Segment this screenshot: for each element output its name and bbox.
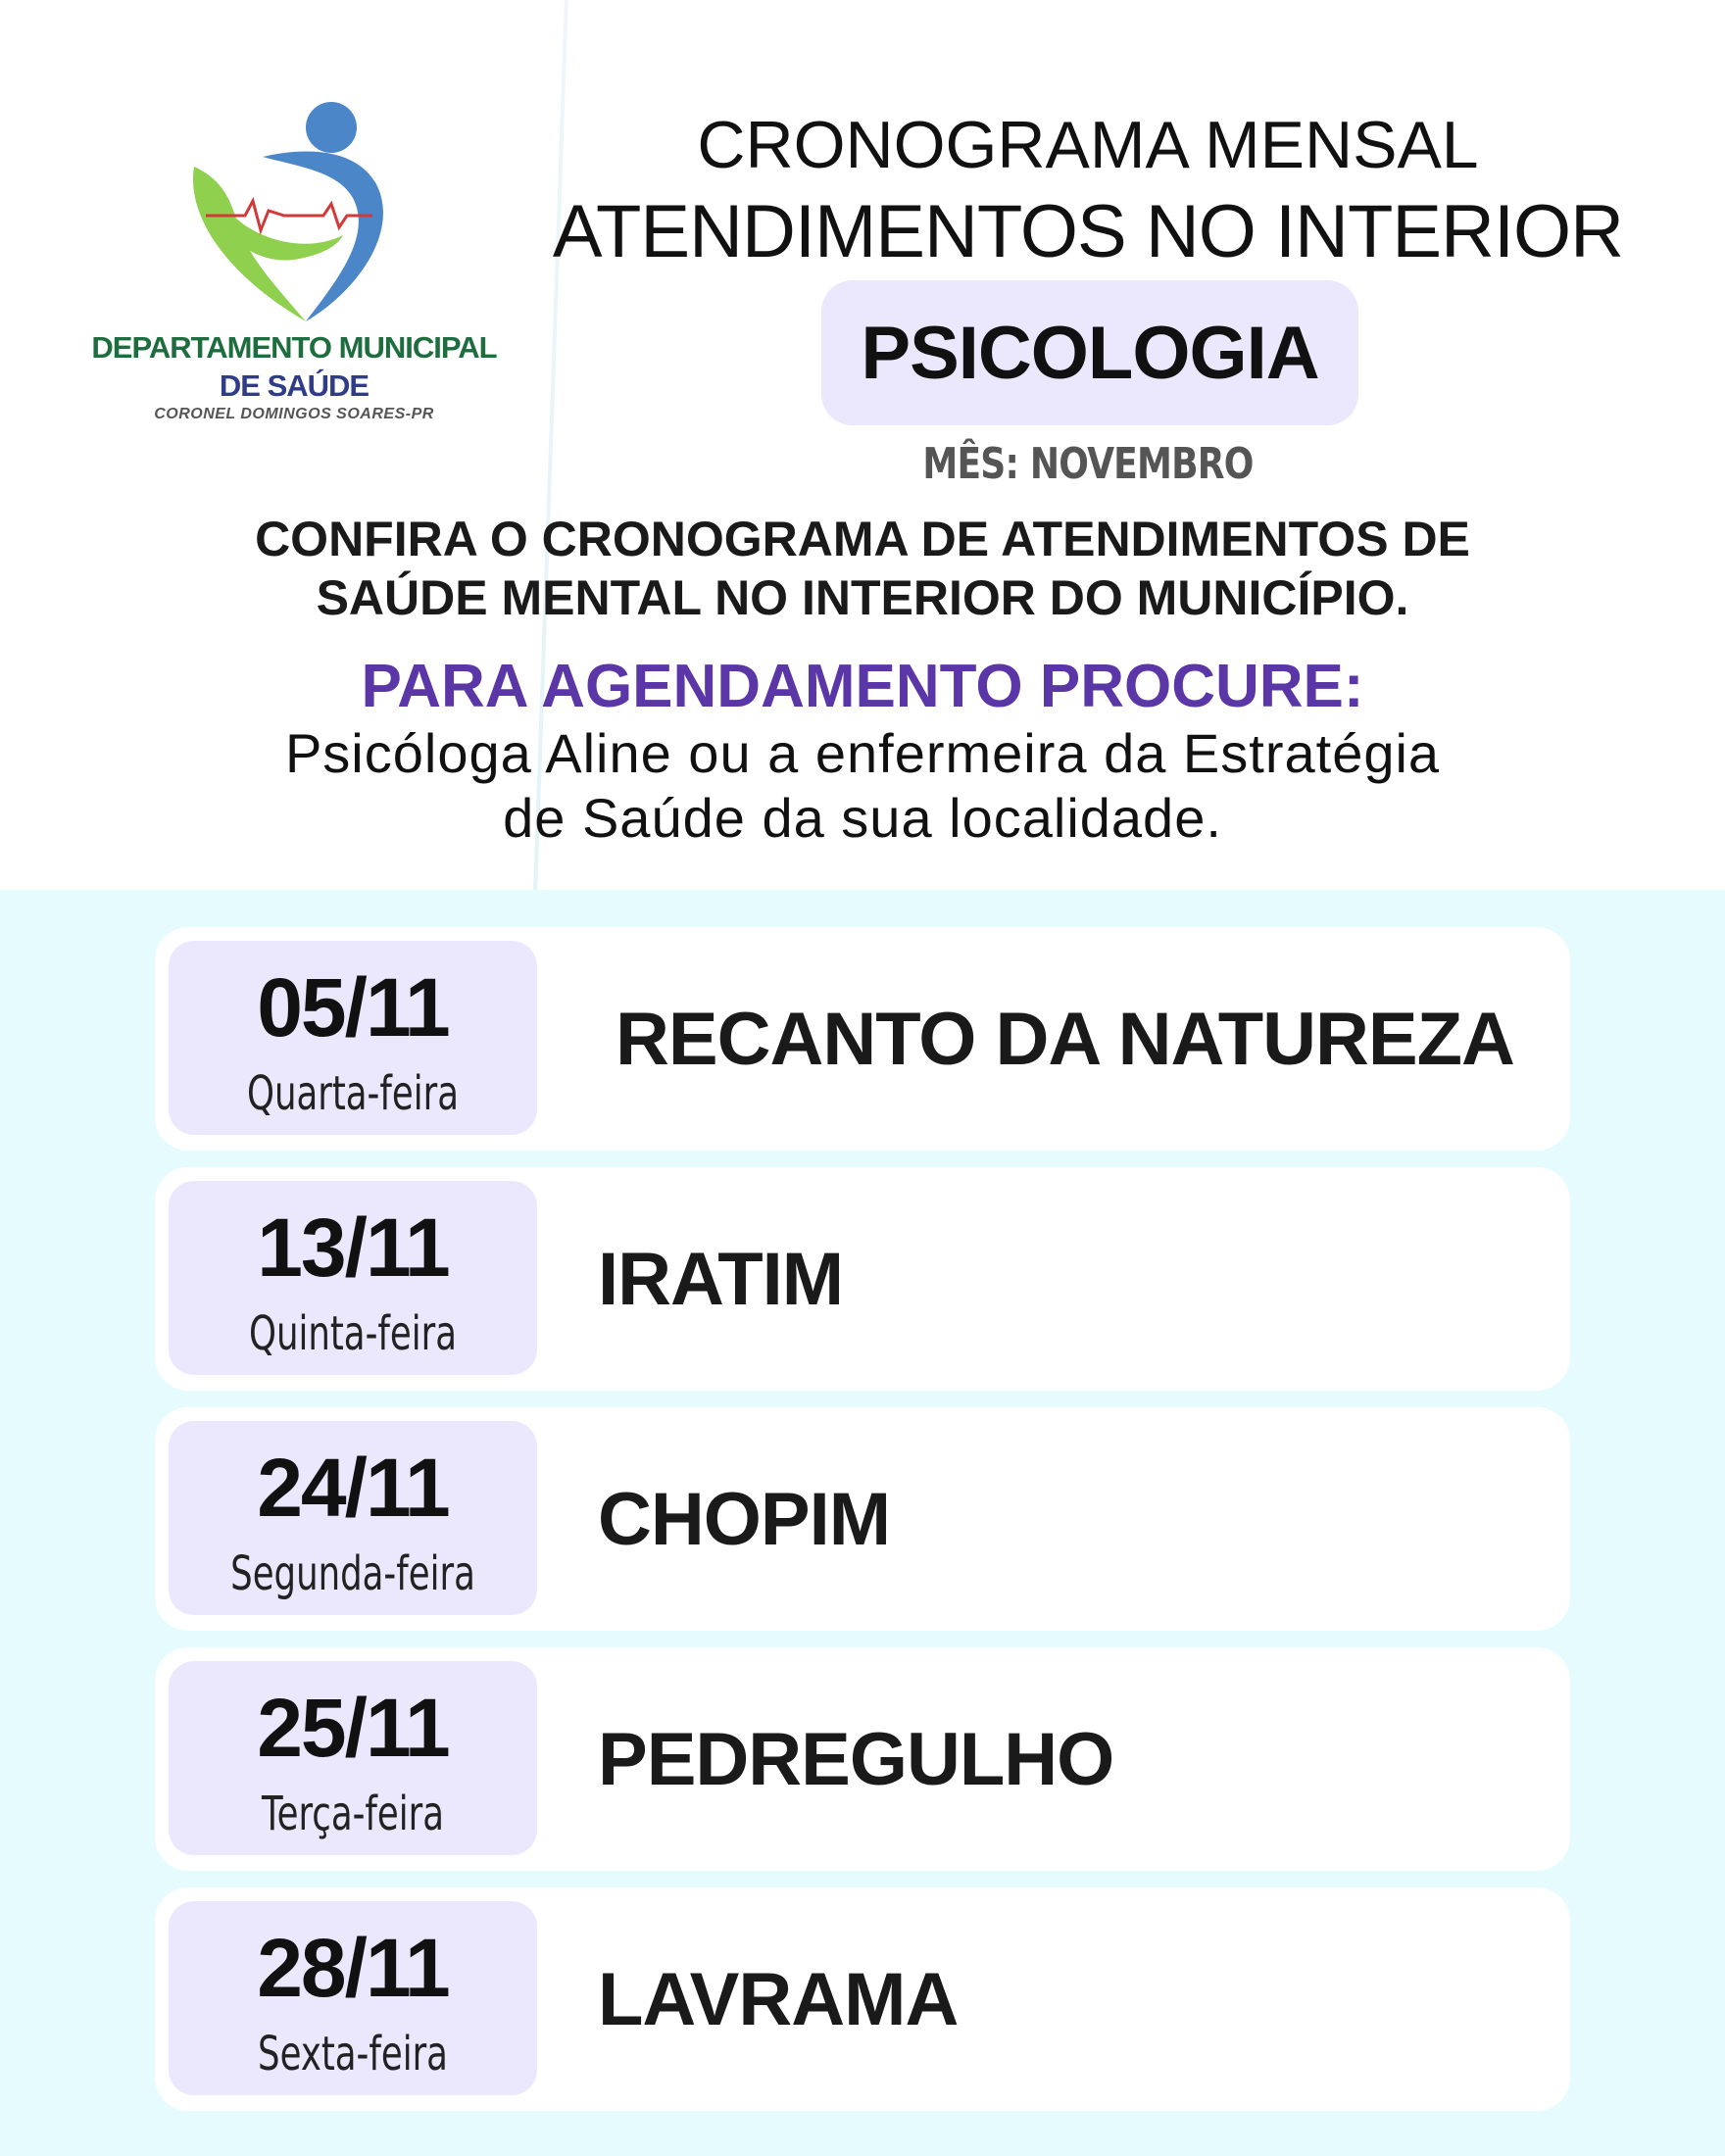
schedule-list (155, 927, 1570, 2128)
schedule-row (155, 927, 1570, 1151)
schedule-place: CHOPIM (598, 1477, 890, 1561)
intro-line2: SAÚDE MENTAL NO INTERIOR DO MUNICÍPIO. (316, 570, 1409, 625)
schedule-date: 24/11 (257, 1442, 449, 1534)
month-label: MÊS: NOVEMBRO (922, 439, 1254, 489)
logo-name-line1: DEPARTAMENTO MUNICIPAL (91, 330, 497, 365)
schedule-place: IRATIM (598, 1237, 844, 1321)
logo-location: CORONEL DOMINGOS SOARES-PR (154, 406, 434, 422)
schedule-date: 28/11 (257, 1922, 449, 2014)
agenda-line1: Psicóloga Aline ou a enfermeira da Estratégia (284, 722, 1441, 784)
schedule-weekday: Quarta-feira (247, 1066, 459, 1121)
agenda-text (118, 721, 1607, 851)
schedule-date: 05/11 (257, 961, 449, 1054)
date-box (169, 1661, 537, 1855)
schedule-place: RECANTO DA NATUREZA (616, 997, 1514, 1081)
schedule-date: 13/11 (257, 1201, 449, 1294)
schedule-date: 25/11 (257, 1682, 449, 1774)
schedule-place: PEDREGULHO (598, 1717, 1114, 1801)
agenda-title: PARA AGENDAMENTO PROCURE: (361, 653, 1364, 720)
specialty-badge: PSICOLOGIA (821, 280, 1358, 425)
schedule-weekday: Sexta-feira (258, 2027, 448, 2082)
date-box (169, 1901, 537, 2095)
schedule-row (155, 1647, 1570, 1871)
intro-text (78, 510, 1647, 627)
date-box (169, 1181, 537, 1375)
agenda-line2: de Saúde da sua localidade. (503, 787, 1222, 849)
header-title-line2: ATENDIMENTOS NO INTERIOR (552, 190, 1624, 273)
intro-line1: CONFIRA O CRONOGRAMA DE ATENDIMENTOS DE (255, 512, 1470, 566)
header-title-line1: CRONOGRAMA MENSAL (697, 108, 1479, 182)
logo-name-line2: DE SAÚDE (219, 368, 370, 403)
schedule-weekday: Quinta-feira (249, 1306, 457, 1361)
schedule-place: LAVRAMA (598, 1957, 959, 2041)
heart-hands-icon (176, 88, 412, 333)
department-logo (88, 78, 500, 431)
schedule-row (155, 1407, 1570, 1631)
schedule-weekday: Terça-feira (261, 1787, 445, 1841)
date-box (169, 941, 537, 1135)
schedule-row (155, 1167, 1570, 1391)
schedule-weekday: Segunda-feira (230, 1546, 475, 1601)
date-box (169, 1421, 537, 1615)
schedule-row (155, 1887, 1570, 2111)
